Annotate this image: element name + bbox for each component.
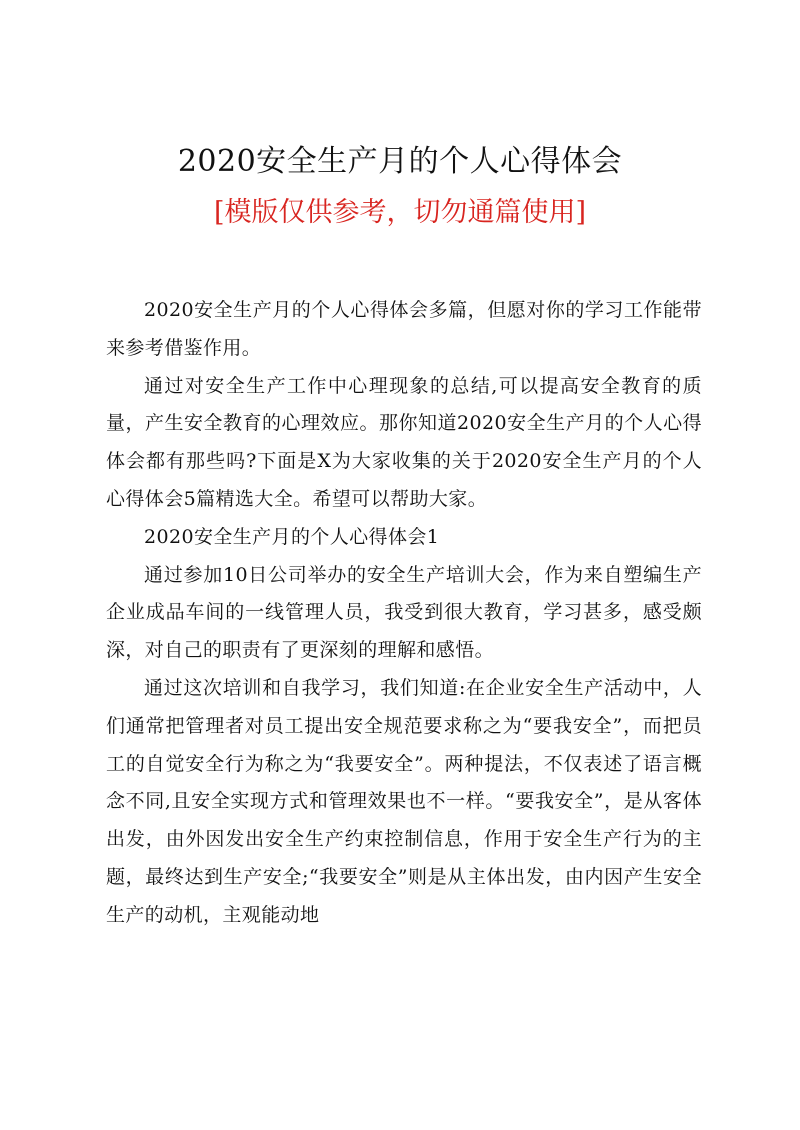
document-subtitle: [模版仅供参考，切勿通篇使用] (213, 197, 587, 228)
document-body (106, 292, 702, 935)
section-heading: 2020安全生产月的个人心得体会1 (144, 525, 440, 548)
paragraph: 通过对安全生产工作中心理现象的总结,可以提高安全教育的质量，产生安全教育的心理效应。那你知道2020安全生产月的个人心得体会都有那些吗?下面是X为大家收集的关于2020安全生产月的个人心得体会5篇精选大全。希望可以帮助大家。 (106, 374, 702, 510)
paragraph: 通过这次培训和自我学习，我们知道:在企业安全生产活动中，人们通常把管理者对员工提出安全规范要求称之为“要我安全”，而把员工的自觉安全行为称之为“我要安全”。两种提法，不仅表述了语言概念不同,且安全实现方式和管理效果也不一样。“要我安全”，是从客体出发，由外因发出安全生产约束控制信息，作用于安全生产行为的主题，最终达到生产安全;“我要安全”则是从主体出发，由内因产生安全生产的动机，主观能动地 (106, 676, 702, 926)
paragraph: 2020安全生产月的个人心得体会多篇，但愿对你的学习工作能带来参考借鉴作用。 (106, 299, 702, 359)
document-title: 2020安全生产月的个人心得体会 (177, 144, 623, 179)
paragraph: 通过参加10日公司举办的安全生产培训大会，作为来自塑编生产企业成品车间的一线管理人员，我受到很大教育，学习甚多，感受颇深，对自己的职责有了更深刻的理解和感悟。 (106, 563, 702, 662)
